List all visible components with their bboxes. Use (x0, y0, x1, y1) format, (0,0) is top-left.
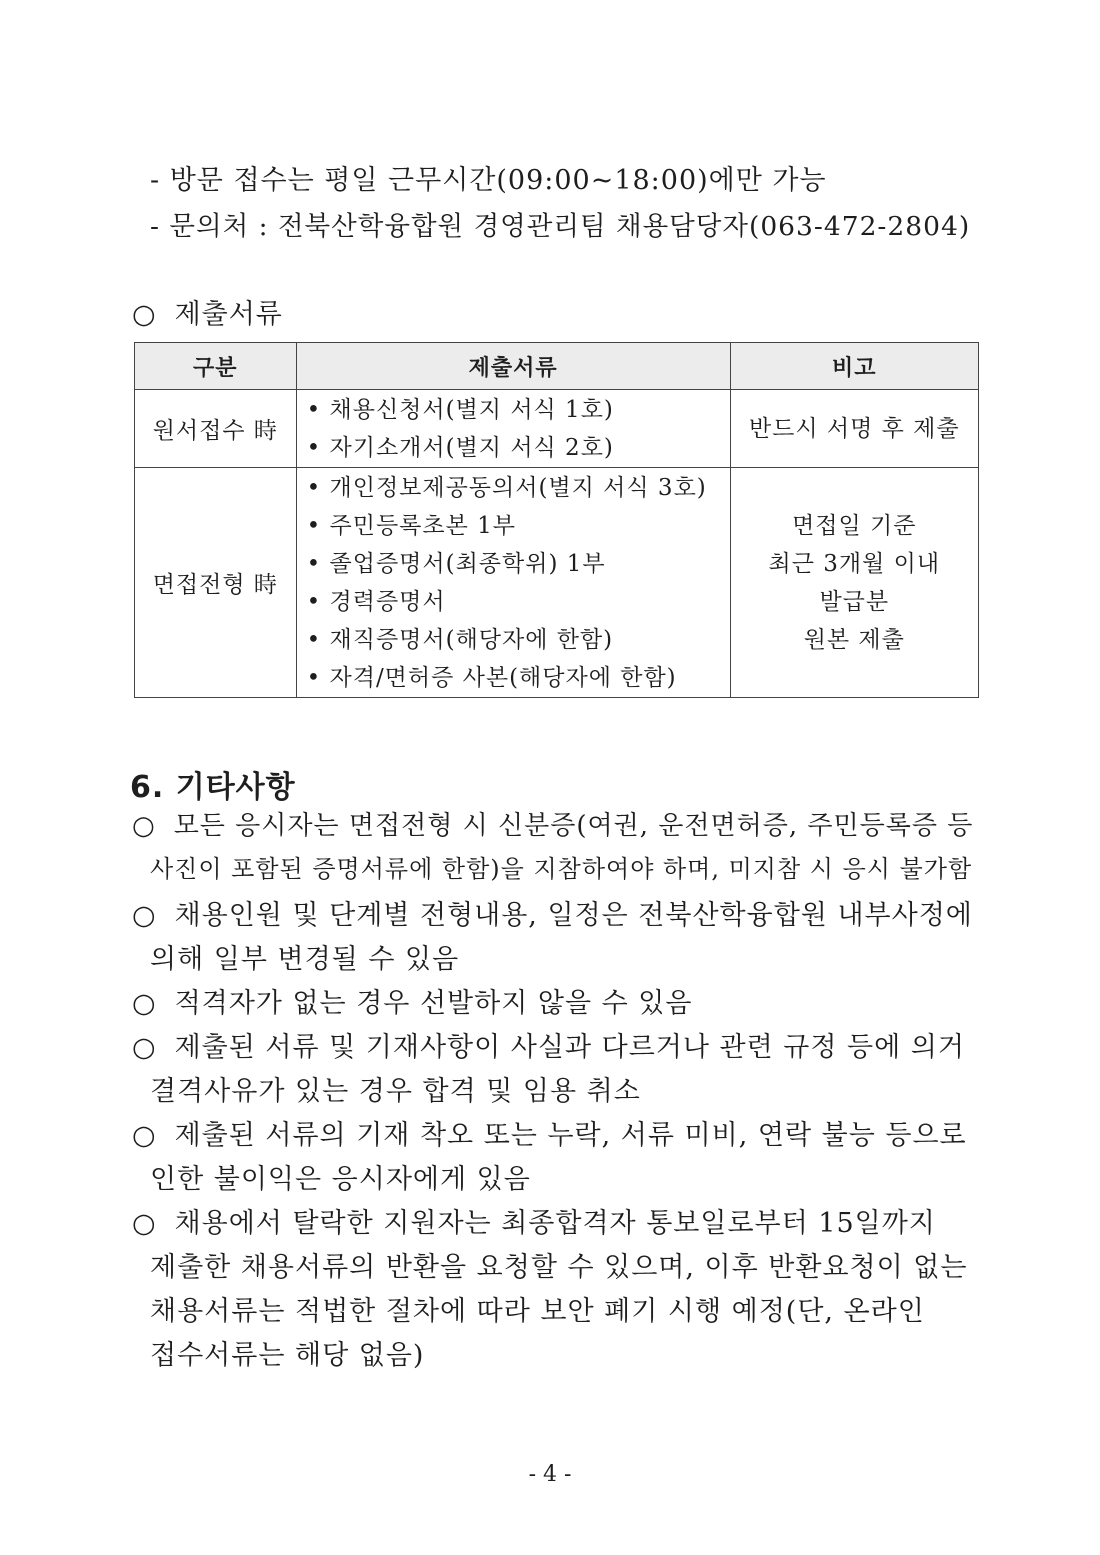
circle-bullet-icon: ○ (132, 1032, 157, 1063)
circle-bullet-icon: ○ (132, 811, 156, 841)
document-item: • 경력증명서 (306, 588, 446, 615)
row-note (730, 468, 978, 698)
page-number: - 4 - (528, 1462, 572, 1487)
circle-bullet-icon: ○ (132, 299, 157, 330)
paragraph-line: ○ 제출된 서류 및 기재사항이 사실과 다르거나 관련 규정 등에 의거 (132, 1032, 965, 1063)
paragraph-line: 접수서류는 해당 없음) (150, 1340, 425, 1371)
note-line: 최근 3개월 이내 (768, 550, 941, 577)
header-category: 구분 (135, 343, 297, 390)
header-note: 비고 (730, 343, 978, 390)
visit-hours-line: - 방문 접수는 평일 근무시간(09:00~18:00)에만 가능 (150, 165, 827, 196)
note-line: 반드시 서명 후 제출 (748, 415, 960, 442)
paragraph-line: 의해 일부 변경될 수 있음 (150, 944, 460, 975)
document-item: • 자기소개서(별지 서식 2호) (306, 434, 614, 461)
inquiry-contact-line: - 문의처 : 전북산학융합원 경영관리팀 채용담당자(063-472-2804) (150, 211, 971, 242)
row-documents (296, 390, 730, 468)
circle-bullet-icon: ○ (132, 988, 157, 1019)
documents-title-text: 제출서류 (174, 299, 283, 330)
document-item: • 주민등록초본 1부 (306, 512, 516, 539)
circle-bullet-icon: ○ (132, 1120, 157, 1151)
row-category: 원서접수 時 (135, 390, 297, 468)
note-line: 면접일 기준 (792, 512, 917, 539)
paragraph-line: 인한 불이익은 응시자에게 있음 (150, 1164, 531, 1195)
paragraph-line: ○ 적격자가 없는 경우 선발하지 않을 수 있음 (132, 988, 693, 1019)
circle-bullet-icon: ○ (132, 900, 157, 931)
table-header-row (135, 343, 979, 390)
document-item: • 재직증명서(해당자에 한함) (306, 626, 614, 653)
paragraph-line: 채용서류는 적법한 절차에 따라 보안 폐기 시행 예정(단, 온라인 (150, 1296, 925, 1327)
section-heading-other: 6. 기타사항 (130, 770, 296, 805)
documents-section-title (132, 292, 283, 331)
paragraph-line: ○ 채용에서 탈락한 지원자는 최종합격자 통보일로부터 15일까지 (132, 1208, 936, 1239)
table-row (135, 468, 979, 698)
paragraph-line: ○ 제출된 서류의 기재 착오 또는 누락, 서류 미비, 연락 불능 등으로 (132, 1120, 967, 1151)
paragraph-line: 제출한 채용서류의 반환을 요청할 수 있으며, 이후 반환요청이 없는 (150, 1252, 968, 1283)
paragraph-line: 결격사유가 있는 경우 합격 및 임용 취소 (150, 1076, 641, 1107)
row-documents (296, 468, 730, 698)
paragraph-line: 사진이 포함된 증명서류에 한함)을 지참하여야 하며, 미지참 시 응시 불가함 (150, 855, 973, 883)
table-row (135, 390, 979, 468)
note-line: 발급분 (819, 588, 890, 615)
paragraph-line: ○ 모든 응시자는 면접전형 시 신분증(여권, 운전면허증, 주민등록증 등 (132, 811, 974, 841)
document-item: • 졸업증명서(최종학위) 1부 (306, 550, 606, 577)
documents-table (134, 342, 979, 698)
document-item: • 채용신청서(별지 서식 1호) (306, 396, 614, 423)
circle-bullet-icon: ○ (132, 1208, 157, 1239)
row-category: 면접전형 時 (135, 468, 297, 698)
document-item: • 개인정보제공동의서(별지 서식 3호) (306, 474, 707, 501)
note-line: 원본 제출 (803, 626, 905, 653)
paragraph-line: ○ 채용인원 및 단계별 전형내용, 일정은 전북산학융합원 내부사정에 (132, 900, 973, 931)
header-documents: 제출서류 (296, 343, 730, 390)
document-item: • 자격/면허증 사본(해당자에 한함) (306, 664, 677, 691)
row-note (730, 390, 978, 468)
